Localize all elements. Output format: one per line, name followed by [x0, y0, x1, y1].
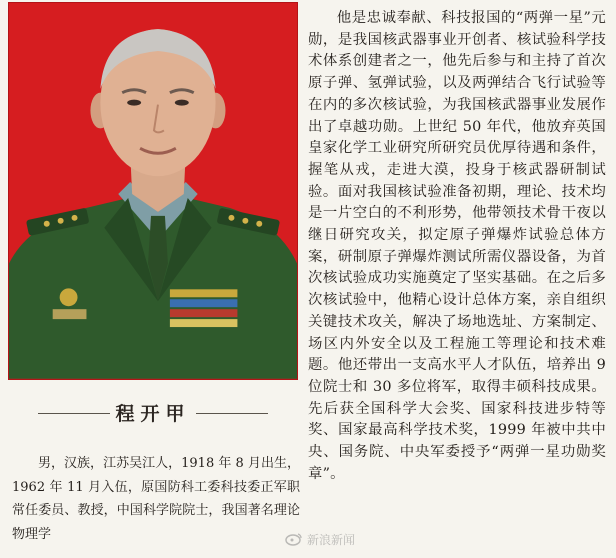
main-article-text: 他是忠诚奉献、科技报国的“两弹一星”元勋，是我国核武器事业开创者、核试验科学技术体系创建者之一，他先后参与和主持了首次原子弹、氢弹试验，以及两弹结合飞行试验等在内的多次核试验，为我国核武器事业发展作出了卓越功勋。上世纪 50 年代，他放弃英国皇家化学工业研究所研究员优厚待遇和条件，握笔从戎，走进大漠，投身于核武器研制试验。面对我国核试验准备初期，理论、技术均是一片空白的不利形势，他带领技术骨干夜以继日研究攻关，拟定原子弹爆炸试验总体方案，研制原子弹爆炸测试所需仪器设备，为首次核试验成功实施奠定了坚实基础。在之后多次核试验中，他精心设计总体方案，亲自组织关键技术攻关，解决了场地选址、方案制定、场区内外安全以及工程施工等理论和技术难题。他还带出一支高水平人才队伍，培养出 9 位院士和 30 多位将军，取得丰硕科技成果。先后获全国科学大会奖、国家科技进步特等奖、国家最高科学技术奖，1999 年被中共中央、国务院、中央军委授予“两弹一星功勋奖章”。	[308, 10, 606, 482]
name-line-left	[38, 413, 110, 414]
portrait-illustration	[9, 3, 297, 379]
bio-paragraph: 男，汉族，江苏吴江人，1918 年 8 月出生，1962 年 11 月入伍，原国防科工委科技委正军职常任委员、教授，中国科学院院士，我国著名理论物理学	[12, 456, 300, 542]
left-tag	[53, 309, 87, 319]
weibo-icon	[285, 532, 303, 546]
watermark	[285, 528, 355, 550]
name-line-right	[196, 413, 268, 414]
person-name: 程开甲	[115, 402, 191, 425]
name-caption	[8, 382, 298, 442]
portrait-photo	[8, 2, 298, 380]
watermark-text: 新浪新闻	[307, 532, 356, 547]
left-badge	[60, 288, 78, 306]
